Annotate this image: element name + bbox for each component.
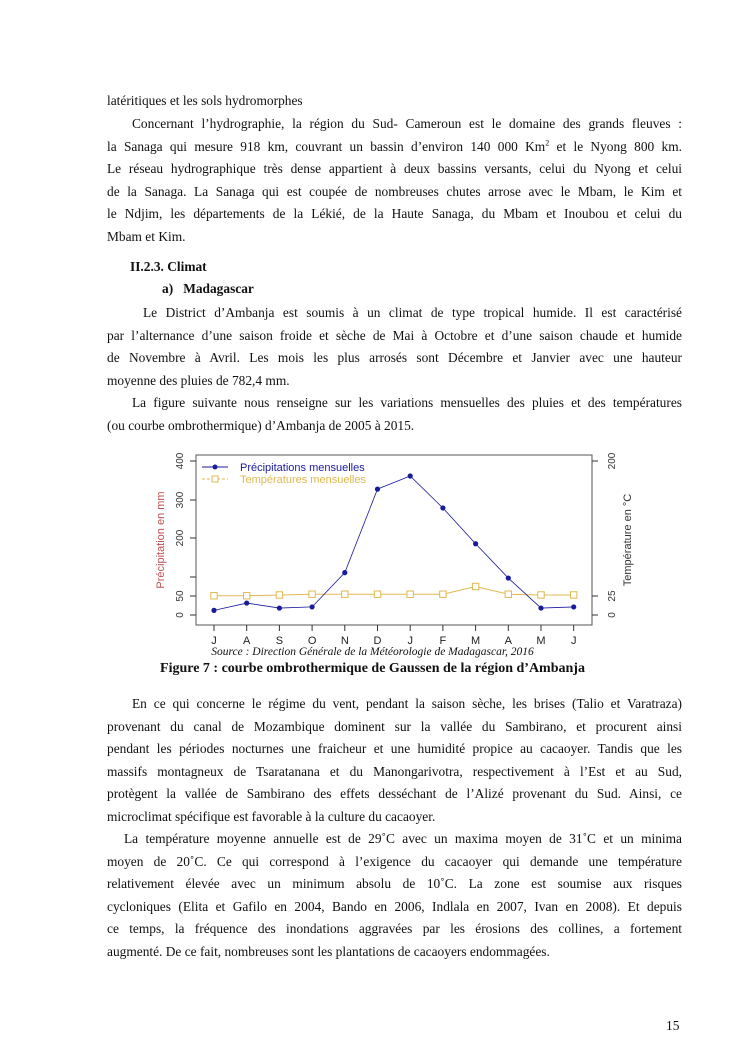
text-line: massifs montagneux de Tsaratanana et du Manongarivotra, respectivement à l’Est et au Sud, [107,763,682,779]
precip-point [571,604,576,609]
precip-point [211,608,216,613]
temp-point [440,591,446,597]
precip-point [408,473,413,478]
y-axis-label: Précipitation en mm [155,491,167,589]
text-line: relativement élevée avec un minimum absolu de 10˚C. La zone est soumise aux risques [107,876,682,892]
y2-tick-label: 200 [607,452,618,470]
text-line: Le réseau hydrographique très dense appartient à deux bassins versants, celui du Nyong et celui [107,161,682,177]
precip-point [440,505,445,510]
precip-point [538,605,543,610]
text-line: ce temps, la fréquence des inondations aggravées par les érosions des collines, a fortement [107,921,682,937]
x-axis-labels [211,635,576,646]
x-axis-ticks [214,625,574,631]
text-line: La figure suivante nous renseigne sur les variations mensuelles des pluies et des températures [132,395,682,410]
text-line: pendant les périodes nocturnes une fraicheur et une humidité propice au cacaoyer. Tandis que les [107,741,682,757]
text-line: La température moyenne annuelle est de 29˚C avec un maxima moyen de 31˚C et un minima [124,831,682,846]
legend-circle-icon [213,465,218,470]
page-number: 15 [666,1018,680,1033]
chart-svg [150,446,650,646]
ombrothermic-chart [150,446,650,656]
x-tick-label: J [570,635,577,646]
left-axis-labels [175,452,186,618]
temp-point [276,592,282,598]
temp-point [571,592,577,598]
paragraph-vent [107,693,682,829]
x-tick-label: O [307,635,317,646]
x-tick-label: J [211,635,217,646]
x-tick-label: A [243,635,251,646]
temp-point [211,593,217,599]
temp-point [374,591,380,597]
temp-point [407,591,413,597]
y-tick-label: 200 [175,529,186,547]
precip-point [473,541,478,546]
right-axis [592,461,598,615]
text-line: En ce qui concerne le régime du vent, pendant la saison sèche, les brises (Talio et Varatraza) [132,696,682,711]
text-line: Le District d’Ambanja est soumis à un climat de type tropical humide. Il est caractérisé [143,305,682,320]
paragraph-temperature [107,828,682,964]
text-line: Concernant l’hydrographie, la région du Sud- Cameroun est le domaine des grands fleuves : [132,116,682,131]
y2-tick-label: 0 [607,612,618,618]
precipitation-markers [211,473,576,613]
text-line: par l’alternance d’une saison froide et sèche de Mai à Octobre et d’une saison chaude et humide [107,327,682,343]
text-line: de la Sanaga. La Sanaga qui est coupée de nombreuses chutes arrose avec le Mbam, le Kim et [107,183,682,199]
y2-tick-label: 25 [607,590,618,602]
temp-point [309,591,315,597]
precip-point [277,605,282,610]
precip-point [310,604,315,609]
precip-point [375,487,380,492]
temp-point [505,591,511,597]
x-tick-label: D [373,635,382,646]
precip-point [244,600,249,605]
legend-precip-label: Précipitations mensuelles [240,462,365,474]
text-line: cycloniques (Elita et Gafilo en 2004, Bando en 2006, Indlala en 2007, Ivan en 2008). Et depuis [107,898,682,914]
text-line: moyen de 20˚C. Ce qui correspond à l’exigence du cacaoyer qui demande une température [107,853,682,869]
temp-point [538,592,544,598]
superscript: 2 [545,138,550,148]
y-tick-label: 50 [175,590,186,602]
x-tick-label: J [407,635,413,646]
legend-square-icon [212,476,218,482]
y-tick-label: 300 [175,491,186,509]
x-tick-label: M [471,635,481,646]
precip-point [342,570,347,575]
x-tick-label: F [439,635,447,646]
text-line: augmenté. De ce fait, nombreuses sont les plantations de cacaoyers endommagées. [107,943,550,959]
figure-source: Source : Direction Générale de la Météorologie de Madagascar, 2016 [211,646,534,658]
text-line: de Novembre à Avril. Les mois les plus arrosés sont Décembre et Janvier avec une hauteur [107,350,682,366]
text-line: le Ndjim, les départements de la Lékié, de la Haute Sanaga, du Mbam et Inoubou et celui du [107,206,682,222]
x-tick-label: A [504,635,512,646]
legend-temp-label: Températures mensuelles [240,474,366,486]
temp-point [472,583,478,589]
paragraph-climat [107,302,682,392]
temperature-line [214,587,574,596]
section-heading: II.2.3. Climat [130,259,207,274]
text-fragment: la Sanaga qui mesure 918 km, couvrant un bassin d’environ 140 000 Km [107,138,546,154]
right-axis-labels [607,452,618,618]
y2-axis-label: Température en °C [622,493,634,587]
y-tick-label: 400 [175,452,186,470]
text-line: (ou courbe ombrothermique) d’Ambanja de 2005 à 2015. [107,417,415,433]
text-fragment: et le Nyong 800 km. [549,138,683,154]
text-line: microclimat spécifique est favorable à la culture du cacaoyer. [107,808,436,824]
paragraph-figure-intro [107,392,682,437]
temp-point [342,591,348,597]
text-line: moyenne des pluies de 782,4 mm. [107,372,290,388]
y-tick-label: 0 [175,612,186,618]
paragraph-hydrographie [107,113,682,249]
precip-point [506,575,511,580]
figure-caption: Figure 7 : courbe ombrothermique de Gaussen de la région d’Ambanja [160,661,585,676]
temp-point [244,593,250,599]
x-tick-label: M [536,635,546,646]
text-line [107,136,682,159]
paragraph-top [107,90,682,113]
x-tick-label: N [340,635,349,646]
left-axis [190,461,196,615]
precipitation-line [214,476,574,610]
text-line: provenant du canal de Mozambique dominent sur la vallée du Sambirano, et procurent ainsi [107,718,682,734]
chart-legend [202,462,366,486]
text-line: latéritiques et les sols hydromorphes [107,93,303,108]
x-tick-label: S [275,635,284,646]
subsection-heading: a) Madagascar [162,281,254,296]
text-line: Mbam et Kim. [107,228,186,244]
text-line: protègent la vallée de Sambirano des effets desséchant de l’Alizé provenant du Sud. Ainsi, ce [107,786,682,802]
